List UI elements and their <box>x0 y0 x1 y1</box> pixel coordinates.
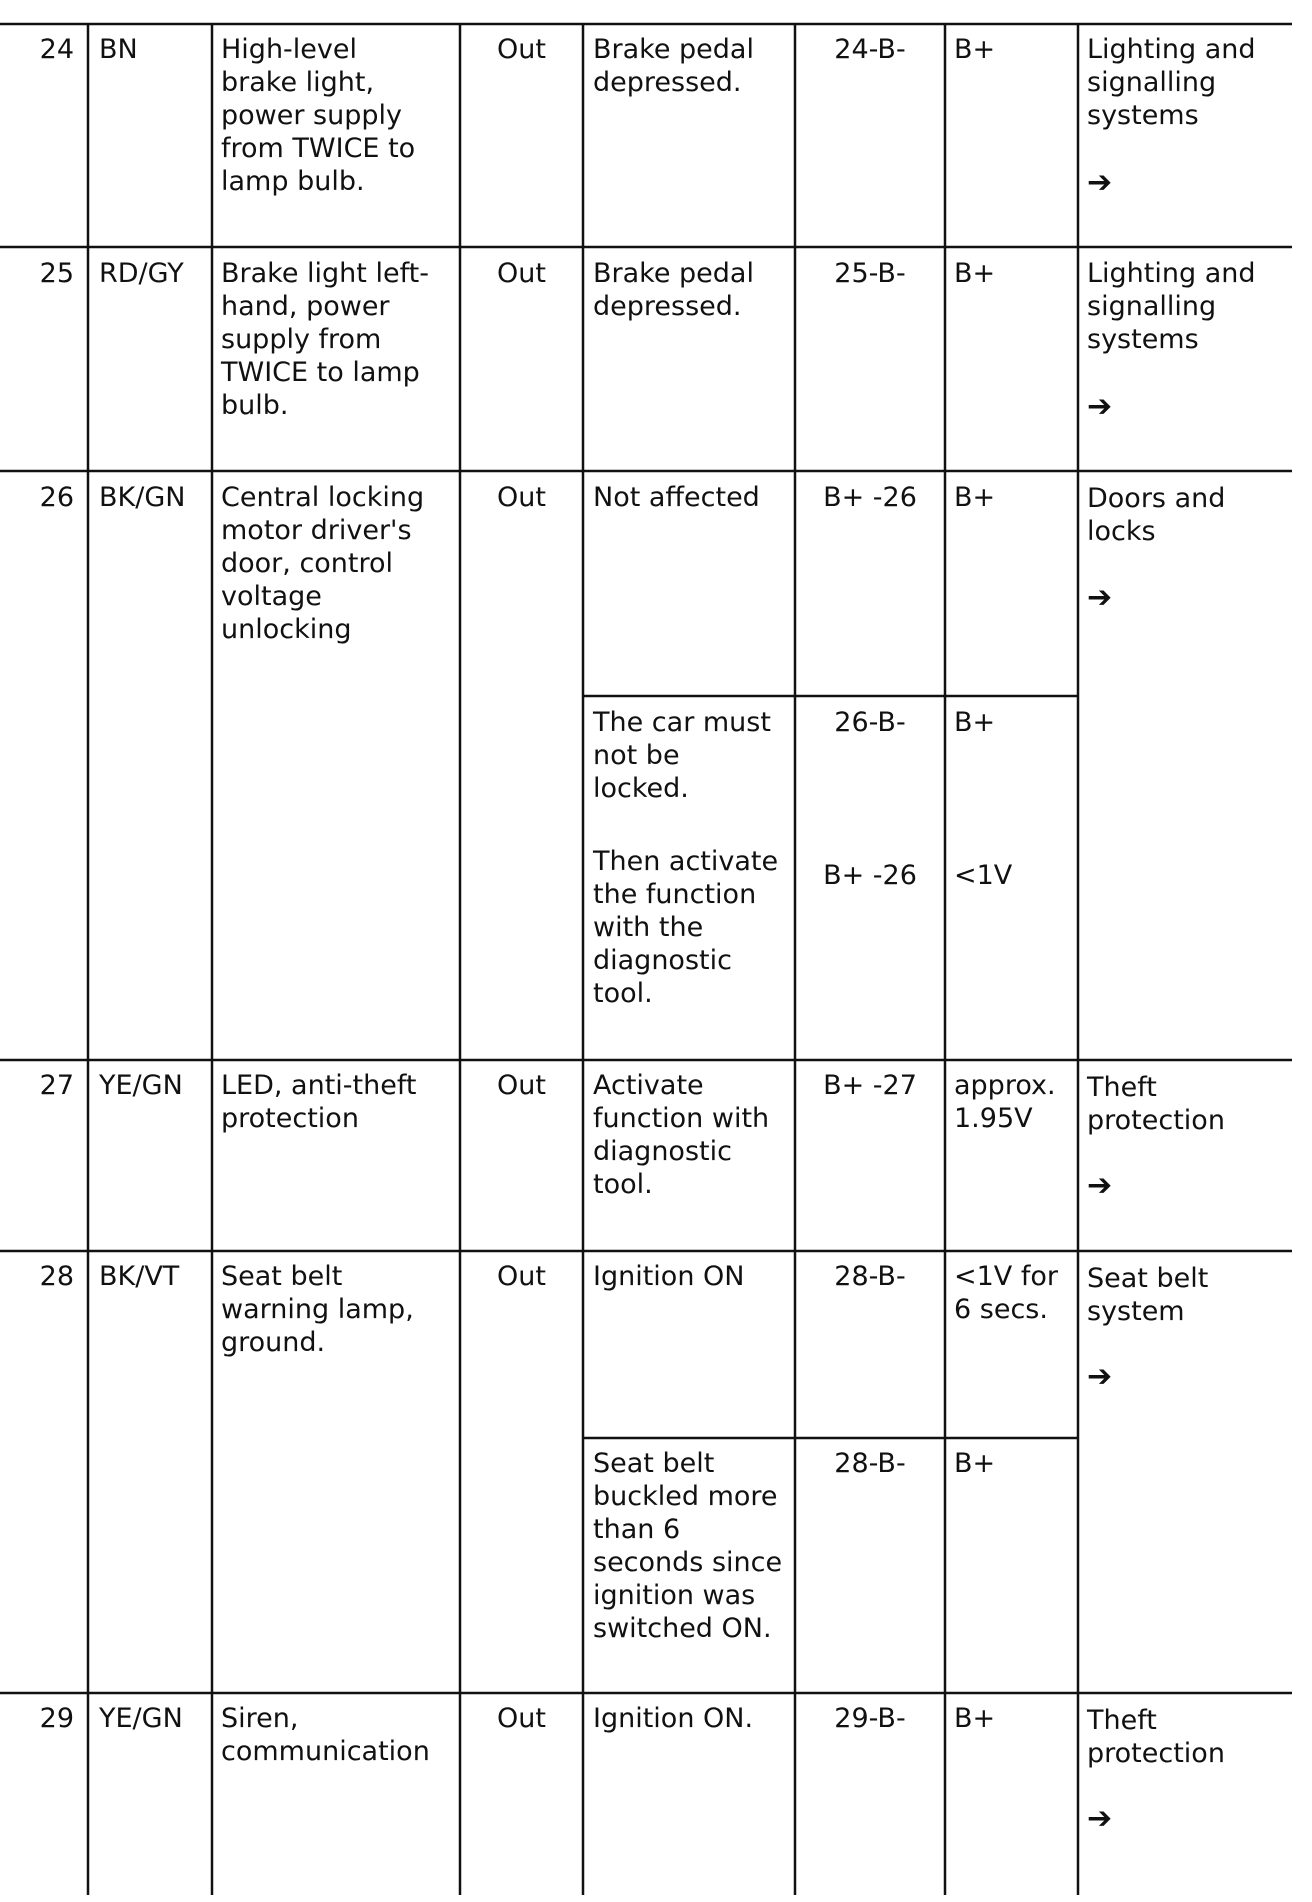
arrow-right-icon[interactable]: ➔ <box>1087 580 1113 615</box>
measure-points: B+ -26 <box>823 482 917 513</box>
signal-direction: Out <box>497 1261 546 1292</box>
measure-points: 29-B- <box>834 1703 906 1734</box>
reference-section: Theft protection <box>1087 1072 1225 1136</box>
measure-points: 28-B- <box>834 1261 906 1292</box>
nominal-value: B+ <box>954 34 996 65</box>
pin-description: Brake light left- hand, power supply from TWICE to lamp bulb. <box>221 258 429 421</box>
measure-points: 24-B- <box>834 34 906 65</box>
wire-color: BK/VT <box>99 1261 180 1292</box>
reference-section: Doors and locks <box>1087 483 1226 547</box>
pin-number: 27 <box>39 1070 74 1101</box>
measure-points: B+ -27 <box>823 1070 917 1101</box>
reference-section: Seat belt system <box>1087 1263 1209 1327</box>
signal-direction: Out <box>497 1703 546 1734</box>
signal-direction: Out <box>497 258 546 289</box>
pin-description: LED, anti-theft protection <box>221 1070 417 1134</box>
measure-points: 25-B- <box>834 258 906 289</box>
arrow-right-icon[interactable]: ➔ <box>1087 1168 1113 1203</box>
reference-section: Lighting and signalling systems <box>1087 258 1256 355</box>
pin-description: Seat belt warning lamp, ground. <box>221 1261 414 1358</box>
pin-description: Central locking motor driver's door, control voltage unlocking <box>221 482 425 645</box>
nominal-value: <1V for 6 secs. <box>954 1261 1058 1325</box>
pin-number: 26 <box>39 482 74 513</box>
pin-number: 24 <box>39 34 74 65</box>
pin-number: 28 <box>39 1261 74 1292</box>
nominal-value: B+ <box>954 258 996 289</box>
test-condition: Brake pedal depressed. <box>593 258 754 322</box>
wire-color: YE/GN <box>99 1070 183 1101</box>
test-condition: Ignition ON. <box>593 1703 754 1734</box>
test-condition: The car must not be locked. <box>593 707 771 804</box>
pin-description: High-level brake light, power supply from TWICE to lamp bulb. <box>221 34 416 197</box>
measure-points: 26-B- <box>834 707 906 738</box>
test-condition: Seat belt buckled more than 6 seconds since ignition was switched ON. <box>593 1448 783 1644</box>
test-condition: Brake pedal depressed. <box>593 34 754 98</box>
wire-color: YE/GN <box>99 1703 183 1734</box>
signal-direction: Out <box>497 1070 546 1101</box>
reference-section: Lighting and signalling systems <box>1087 34 1256 131</box>
pin-description: Siren, communication <box>221 1703 430 1767</box>
test-condition: Not affected <box>593 482 760 513</box>
arrow-right-icon[interactable]: ➔ <box>1087 1801 1113 1836</box>
measure-points: B+ -26 <box>823 860 917 891</box>
nominal-value: B+ <box>954 482 996 513</box>
measure-points: 28-B- <box>834 1448 906 1479</box>
arrow-right-icon[interactable]: ➔ <box>1087 165 1113 200</box>
test-condition: Then activate the function with the diagnostic tool. <box>593 846 779 1009</box>
nominal-value: approx. 1.95V <box>954 1070 1056 1134</box>
arrow-right-icon[interactable]: ➔ <box>1087 389 1113 424</box>
nominal-value: B+ <box>954 1448 996 1479</box>
arrow-right-icon[interactable]: ➔ <box>1087 1359 1113 1394</box>
nominal-value: B+ <box>954 1703 996 1734</box>
wire-color: BN <box>99 34 138 65</box>
pin-number: 29 <box>39 1703 74 1734</box>
wire-color: RD/GY <box>99 258 184 289</box>
pin-number: 25 <box>39 258 74 289</box>
nominal-value: <1V <box>954 860 1013 891</box>
signal-direction: Out <box>497 34 546 65</box>
reference-section: Theft protection <box>1087 1705 1225 1769</box>
nominal-value: B+ <box>954 707 996 738</box>
signal-direction: Out <box>497 482 546 513</box>
test-condition: Activate function with diagnostic tool. <box>593 1070 770 1200</box>
test-condition: Ignition ON <box>593 1261 745 1292</box>
wire-color: BK/GN <box>99 482 186 513</box>
